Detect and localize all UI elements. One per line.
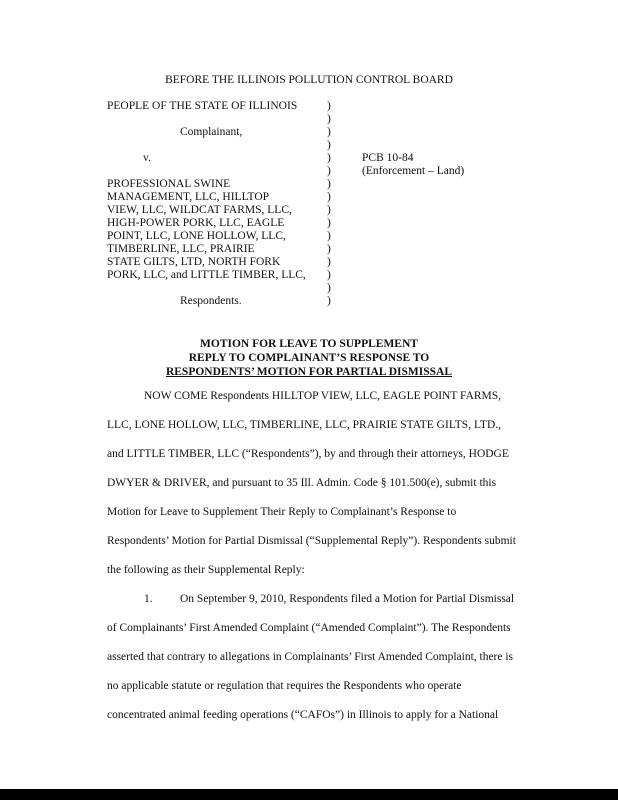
respondent-line: STATE GILTS, LTD, NORTH FORK	[107, 256, 281, 268]
case-number: PCB 10-84	[362, 152, 414, 164]
respondent-line: VIEW, LLC, WILDCAT FARMS, LLC,	[107, 204, 292, 216]
body-line: no applicable statute or regulation that requires the Respondents who operate	[107, 680, 462, 692]
caption-parentheses: ) ) ) ) ) ) ) ) ) ) ) ) ) ) ) )	[327, 100, 331, 307]
title-line-3: RESPONDENTS’ MOTION FOR PARTIAL DISMISSAL	[165, 366, 453, 378]
respondent-line: HIGH-POWER PORK, LLC, EAGLE	[107, 217, 285, 229]
paragraph-number: 1.	[144, 593, 153, 605]
body-line: and LITTLE TIMBER, LLC (“Respondents”), by and through their attorneys, HODGE	[107, 448, 509, 460]
title-line-2: REPLY TO COMPLAINANT’S RESPONSE TO	[188, 352, 430, 364]
body-line: the following as their Supplemental Reply:	[107, 564, 305, 576]
plaintiff-name: PEOPLE OF THE STATE OF ILLINOIS	[107, 100, 298, 112]
body-line: Motion for Leave to Supplement Their Reply to Complainant’s Response to	[107, 506, 457, 518]
respondent-line: TIMBERLINE, LLC, PRAIRIE	[107, 243, 255, 255]
respondents-role: Respondents.	[180, 295, 242, 307]
body-line: Respondents’ Motion for Partial Dismissal (“Supplemental Reply”). Respondents submit	[107, 535, 516, 547]
scan-bottom-border	[0, 789, 618, 800]
motion-title	[0, 337, 618, 379]
body-line: LLC, LONE HOLLOW, LLC, TIMBERLINE, LLC, PRAIRIE STATE GILTS, LTD.,	[107, 419, 502, 431]
respondent-line: PROFESSIONAL SWINE	[107, 178, 231, 190]
body-line: concentrated animal feeding operations (“CAFOs”) in Illinois to apply for a National	[107, 709, 499, 721]
respondent-line: POINT, LLC, LONE HOLLOW, LLC,	[107, 230, 286, 242]
versus: v.	[143, 152, 151, 164]
body-line: asserted that contrary to allegations in Complainants’ First Amended Complaint, there is	[107, 651, 514, 663]
case-info	[362, 152, 464, 178]
respondent-line: MANAGEMENT, LLC, HILLTOP	[107, 191, 270, 203]
body-line: NOW COME Respondents HILLTOP VIEW, LLC, EAGLE POINT FARMS,	[144, 390, 502, 402]
body-line: On September 9, 2010, Respondents filed a Motion for Partial Dismissal	[180, 593, 515, 605]
body-line: of Complainants’ First Amended Complaint (“Amended Complaint”). The Respondents	[107, 622, 511, 634]
respondent-line: PORK, LLC, and LITTLE TIMBER, LLC,	[107, 269, 306, 281]
court-heading: BEFORE THE ILLINOIS POLLUTION CONTROL BOARD	[165, 74, 453, 86]
plaintiff-role: Complainant,	[180, 126, 243, 138]
title-line-1: MOTION FOR LEAVE TO SUPPLEMENT	[200, 338, 418, 350]
case-type: (Enforcement – Land)	[362, 165, 465, 177]
body-line: DWYER & DRIVER, and pursuant to 35 Ill. Admin. Code § 101.500(e), submit this	[107, 477, 497, 489]
case-caption	[107, 100, 322, 308]
